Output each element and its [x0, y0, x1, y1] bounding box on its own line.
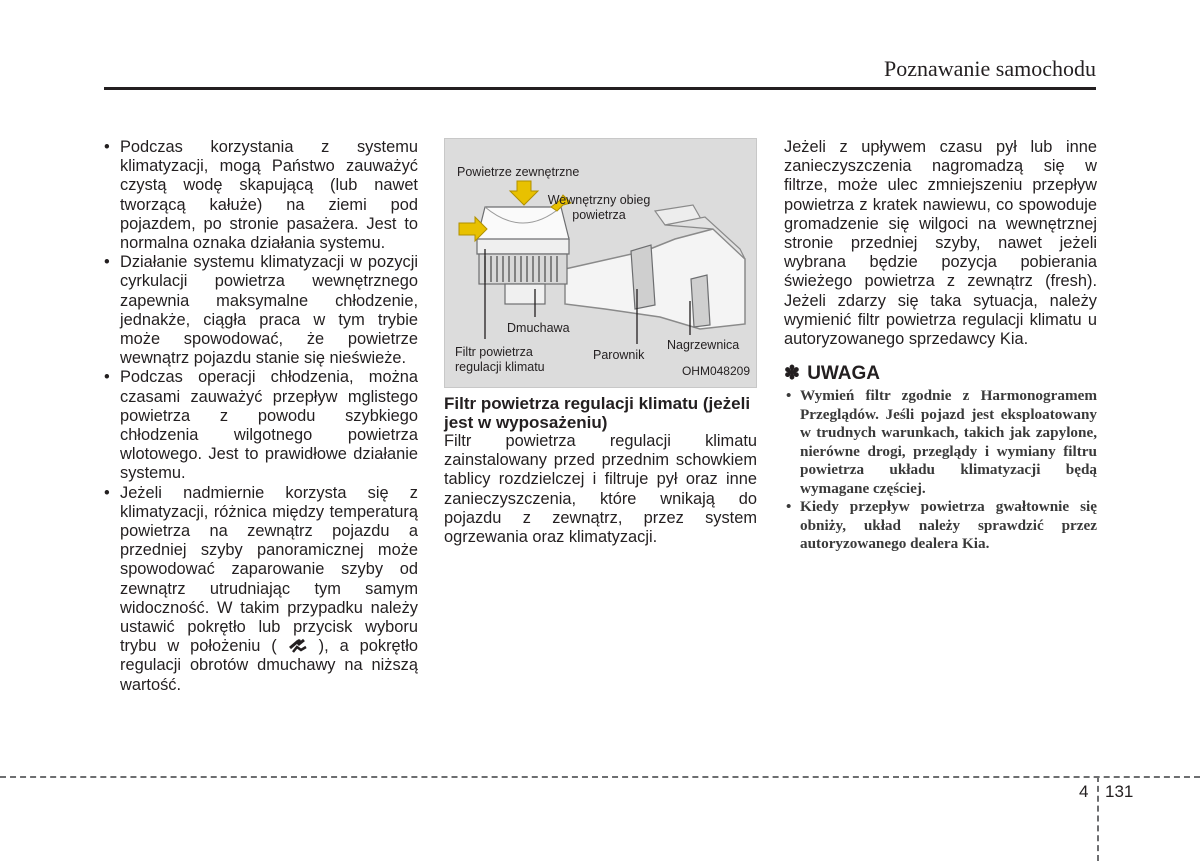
section-heading: Filtr powietrza regulacji klimatu (jeżeli jest w wyposażeniu)	[444, 394, 751, 432]
left-column	[102, 138, 418, 695]
list-item	[102, 484, 418, 695]
header-rule	[104, 87, 1096, 90]
label-filter: Filtr powietrza regulacji klimatu	[455, 345, 545, 374]
notice-star-icon: ✽	[784, 363, 800, 385]
list-item: • Podczas korzystania z systemu klimatyzacji, mogą Państwo zauważyć czystą wodę skapującą (lub nawet tworzącą kałuże) na ziemi pod pojazdem, po stronie pasażera. Jest to normalna oznaka działania systemu.	[102, 138, 418, 253]
list-item: • Działanie systemu klimatyzacji w pozycji cyrkulacji powietrza wewnętrznego zapewnia maksymalne chłodzenie, jednakże, ciągła praca w tym trybie może spowodować, że powietrze wewnątrz pojazdu stanie się nieświeże.	[102, 253, 418, 368]
hvac-filter-figure	[444, 138, 757, 388]
list-item: • Kiedy przepływ powietrza gwałtownie się obniży, układ należy sprawdzić przez autoryzowanego dealera Kia.	[784, 498, 1097, 554]
right-column	[784, 138, 1097, 554]
page-header-title: Poznawanie samochodu	[884, 56, 1096, 81]
label-outside-air: Powietrze zewnętrzne	[457, 165, 580, 179]
filter-description: Filtr powietrza regulacji klimatu zainstalowany przed przednim schowkiem tablicy rozdzielczej i filtruje pył oraz inne zanieczyszczenia, które wnikają do pojazdu z zewnątrz, przez system ogrzewania oraz klimatyzacji.	[444, 432, 757, 547]
label-recirculation: Wewnętrzny obieg powietrza	[547, 193, 651, 222]
list-item: • Podczas operacji chłodzenia, można czasami zauważyć przepływ mglistego powietrza z powodu szybkiego chłodzenia wilgotnego powietrza wlotowego. Jest to prawidłowe działanie systemu.	[102, 368, 418, 483]
defrost-floor-mode-icon	[288, 638, 308, 654]
left-bullet-list	[102, 138, 418, 695]
bullet4-text-a: Jeżeli nadmiernie korzysta się z klimatyzacji, różnica między temperaturą powietrza na zewnątrz pojazdu a przedniej szyby panoramicznej może spowodować zaparowanie szyby od zewnątrz utrudniając tym samym widoczność. W takim przypadku należy ustawić pokrętło lub przycisk wyboru trybu w położeniu (	[120, 483, 418, 656]
notice-heading	[784, 363, 1097, 385]
notice-list	[784, 387, 1097, 554]
chapter-number: 4	[1079, 782, 1089, 801]
page-number: 131	[1105, 782, 1134, 801]
filter-maintenance-text: Jeżeli z upływem czasu pył lub inne zanieczyszczenia nagromadzą się w filtrze, może ulec zmniejszeniu przepływ powietrza z kratek nawiewu, co spowoduje gromadzenie się wilgoci na wewnętrznej stronie przedniej szyby, nawet jeżeli wybrana będzie pozycja pobierania świeżego powietrza z zewnątrz (fresh). Jeżeli zdarzy się taka sytuacja, należy wymienić filtr powietrza regulacji klimatu u autoryzowanego sprzedawcy Kia.	[784, 138, 1097, 349]
middle-column	[444, 138, 757, 547]
bullet4-text-b: ), a pokrętło regulacji obrotów dmuchawy na niższą wartość.	[120, 637, 418, 694]
label-evaporator: Parownik	[593, 348, 645, 362]
footer-dashed-rule	[0, 776, 1200, 778]
notice-title: UWAGA	[807, 363, 881, 385]
figure-code: OHM048209	[681, 363, 750, 378]
footer-dashed-divider	[1097, 776, 1099, 861]
label-heater: Nagrzewnica	[667, 338, 740, 352]
label-blower: Dmuchawa	[507, 321, 570, 335]
list-item: • Wymień filtr zgodnie z Harmonogramem Przeglądów. Jeśli pojazd jest eksploatowany w trudnych warunkach, takich jak zapylone, nierówne drogi, przeglądy i wymiany filtru powietrza układu klimatyzacji będą wymagane częściej.	[784, 387, 1097, 498]
